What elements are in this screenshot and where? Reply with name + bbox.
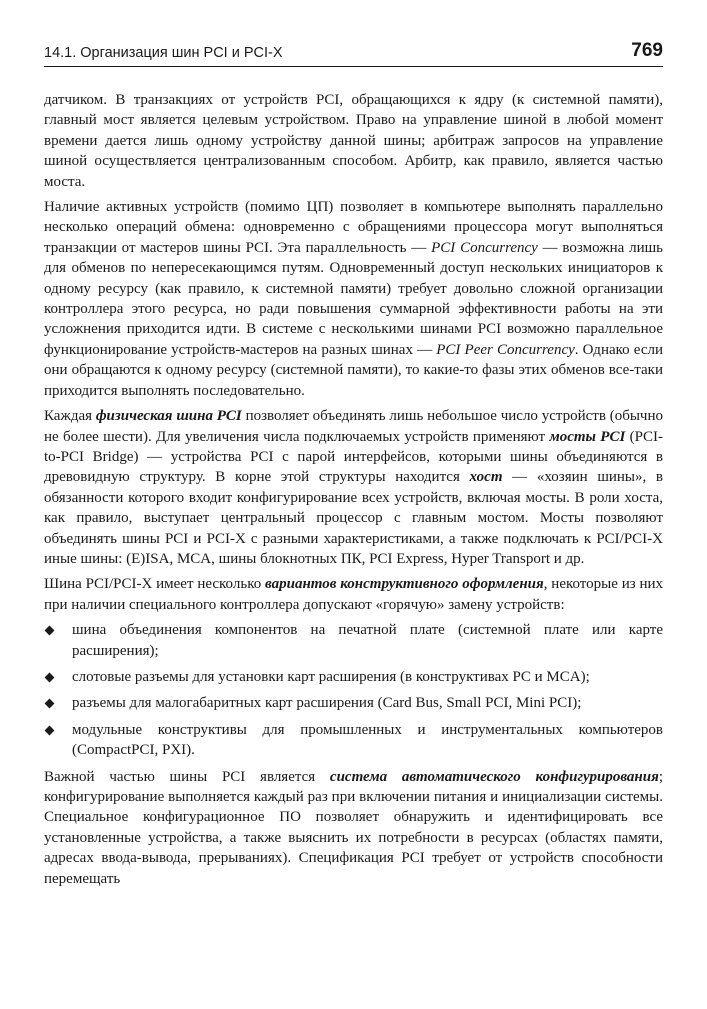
list-item [44,667,663,687]
paragraph-1 [44,90,663,192]
paragraph-5-text-2: ; конфигурирование выполняется каждый раз при включении питания и инициализации системы. Специальное конфигурационное ПО позволяет обнаружить и идентифицировать все установленные устройства, а также выяснить их потребности в ресурсах (областях памяти, адресах ввода-вывода, прерываниях). Спецификация PCI требует от устройств способности перемещать [44,768,663,887]
term-auto-configuration: система автоматического конфигурирования [329,768,659,785]
paragraph-3 [44,406,663,569]
list-item-text: слотовые разъемы для установки карт расширения (в конструктивах PC и MCA); [72,668,590,685]
term-pci-concurrency: PCI Concurrency [431,239,538,256]
paragraph-4-text-2: , некоторые из них при наличии специального контроллера допускают «горячую» замену устройств: [44,576,664,613]
form-factor-list [44,620,663,760]
term-form-factors: вариантов конструктивного оформления [265,576,544,593]
paragraph-2 [44,197,663,401]
list-item-text: разъемы для малогабаритных карт расширения (Card Bus, Small PCI, Mini PCI); [72,695,582,712]
paragraph-1-text: датчиком. В транзакциях от устройств PCI, обращающихся к ядру (к системной памяти), главный мост является целевым устройством. Право на управление шиной в любой момент времени дается лишь одному устройству данной шины; арбитраж запросов на управление шиной осуществляется централизованным способом. Арбитр, как правило, является частью моста. [44,92,663,190]
term-pci-bridges: мосты PCI [549,428,626,445]
diamond-bullet-icon [45,626,55,636]
page-header [44,40,663,67]
paragraph-3-text-3: (PCI-to-PCI Bridge) — устройства PCI с парой интерфейсов, которыми шины объединяются в древовидную структуру. В корне этой структуры находится [44,428,663,486]
paragraph-5-text-1: Важной частью шины PCI является [44,768,330,785]
diamond-bullet-icon [45,699,55,709]
paragraph-5 [44,767,663,889]
running-title: 14.1. Организация шин PCI и PCI-X [44,45,283,61]
term-physical-bus: физическая шина PCI [95,408,242,425]
page-number: 769 [631,40,663,61]
list-item [44,693,663,713]
paragraph-3-text-2: позволяет объединять лишь небольшое число устройств (обычно не более шести). Для увеличения числа подключаемых устройств применяют [44,408,663,445]
list-item-text: модульные конструктивы для промышленных и инструментальных компьютеров (CompactPCI, PXI). [72,721,663,759]
list-item [44,720,663,761]
diamond-bullet-icon [45,725,55,735]
term-host: хост [469,469,503,486]
list-item [44,620,663,661]
list-item-text: шина объединения компонентов на печатной плате (системной плате или карте расширения); [72,622,663,659]
paragraph-2-text-2: — возможна лишь для обменов по непересекающимся путям. Одновременный доступ нескольких инициаторов к одному ресурсу (как правило, к системной памяти) требует довольно сложной организации контроллера этого ресурса, но ради повышения суммарной эффективности работы на эти усложнения приходится идти. В системе с несколькими шинами PCI возможно параллельное функционирование устройств-мастеров на разных шинах — [44,239,663,358]
term-pci-peer-concurrency: PCI Peer Concurrency [436,341,575,358]
paragraph-4 [44,574,663,615]
diamond-bullet-icon [45,673,55,683]
paragraph-2-text-1: Наличие активных устройств (помимо ЦП) позволяет в компьютере выполнять параллельно несколько операций обмена: одновременно с обращениями процессора могут выполняться транзакции от мастеров шины PCI. Эта параллельность — [44,199,663,256]
paragraph-3-text-1: Каждая [44,408,96,425]
page-body [44,90,663,894]
paragraph-3-text-4: — «хозяин шины», в обязанности которого входит конфигурирование всех устройств, включая мосты. В роли хоста, как правило, выступает центральный процессор с главным мостом. Мосты позволяют объединять шины PCI и PCI-X с разными характеристиками, а также подключать к PCI/PCI-X иные шины: (E)ISA, MCA, шины блокнотных ПК, PCI Express, Hyper Transport и др. [44,469,664,567]
paragraph-2-text-3: . Однако если они обращаются к одному ресурсу (системной памяти), то какие-то фазы этих обменов все-таки приходится выполнять последовательно. [44,341,663,399]
paragraph-4-text-1: Шина PCI/PCI-X имеет несколько [44,576,266,593]
